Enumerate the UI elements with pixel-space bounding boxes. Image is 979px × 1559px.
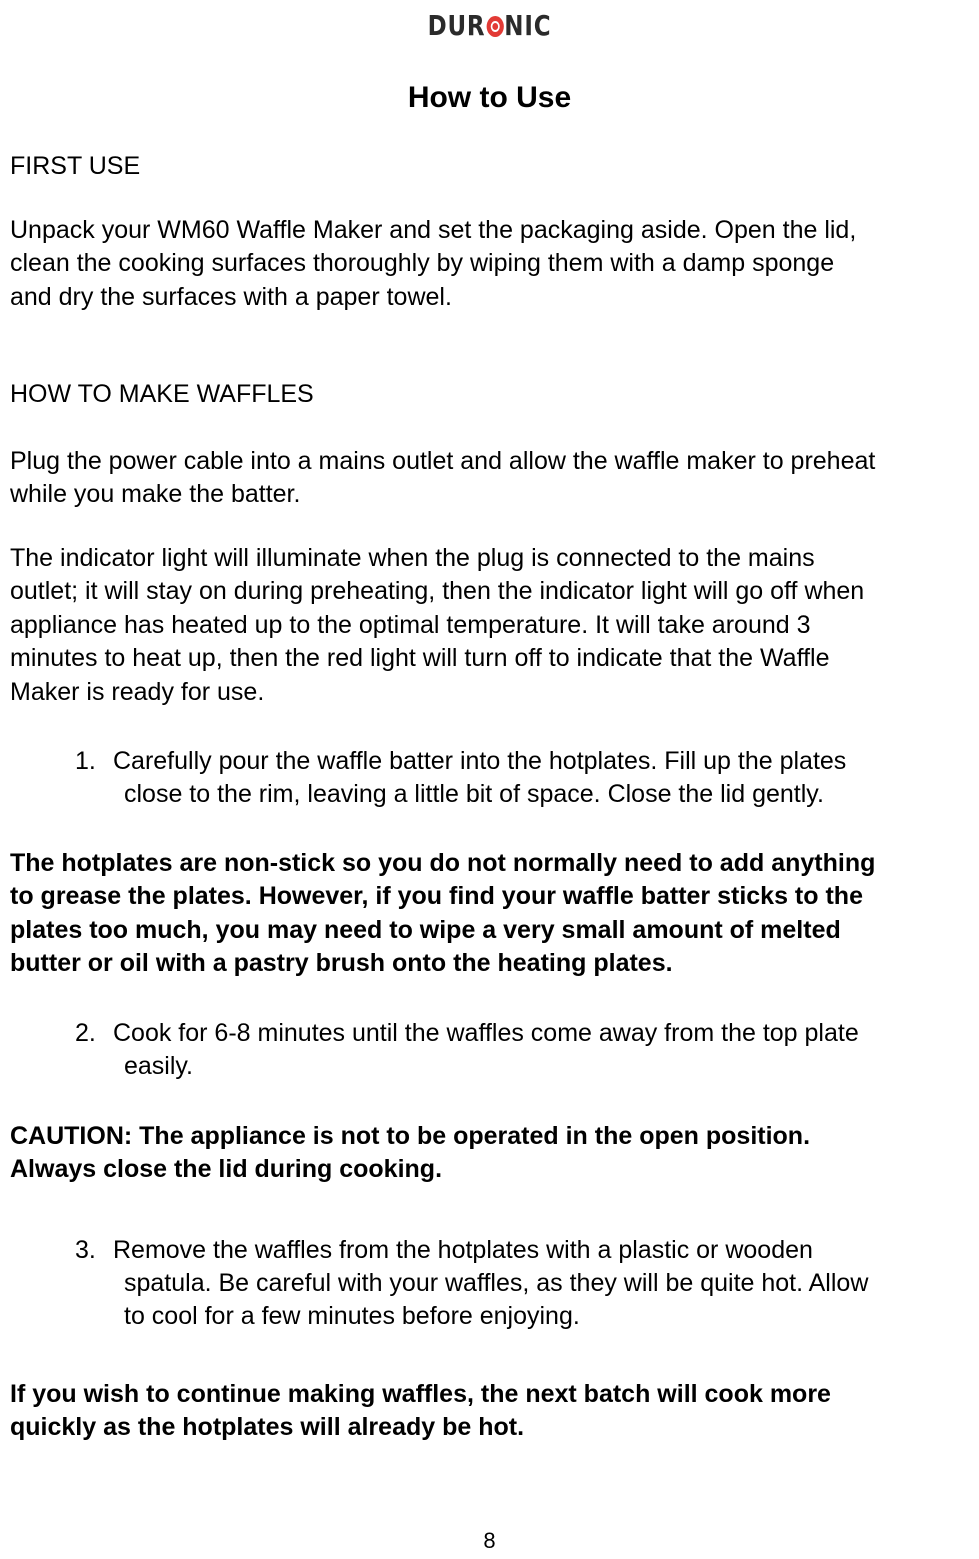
section-heading-first-use: FIRST USE (10, 152, 141, 180)
page-title: How to Use (407, 81, 572, 114)
text-line: butter or oil with a pastry brush onto the heating plates. (10, 949, 673, 978)
brand-logo (0, 8, 979, 42)
non-stick-note (10, 847, 875, 981)
text-line: The indicator light will illuminate when the plug is connected to the mains (10, 544, 815, 572)
step-3-line: spatula. Be careful with your waffles, as they will be quite hot. Allow (124, 1269, 869, 1297)
text-line: and dry the surfaces with a paper towel. (10, 282, 452, 311)
text-line: appliance has heated up to the optimal temperature. It will take around 3 (10, 610, 811, 639)
step-1-number: 1. (75, 747, 96, 775)
text-line: plates too much, you may need to wipe a very small amount of melted (10, 915, 841, 944)
step-1-line: close to the rim, leaving a little bit of space. Close the lid gently. (124, 780, 824, 808)
caution-note (10, 1120, 810, 1187)
text-line: CAUTION: The appliance is not to be operated in the open position. (10, 1122, 811, 1150)
page-number: 8 (483, 1528, 496, 1553)
text-line: minutes to heat up, then the red light will turn off to indicate that the Waffle (10, 644, 830, 673)
text-line: to grease the plates. However, if you find your waffle batter sticks to the (10, 882, 863, 911)
step-3-line: to cool for a few minutes before enjoying. (124, 1302, 580, 1330)
text-line: If you wish to continue making waffles, the next batch will cook more (10, 1380, 831, 1408)
step-3-number: 3. (75, 1236, 96, 1264)
step-2-number: 2. (75, 1019, 96, 1047)
first-use-paragraph (10, 214, 856, 314)
text-line: Always close the lid during cooking. (10, 1155, 443, 1184)
text-line: quickly as the hotplates will already be hot. (10, 1413, 525, 1442)
preheat-paragraph (10, 445, 875, 512)
section-heading-how-to-make-waffles: HOW TO MAKE WAFFLES (10, 380, 314, 408)
text-line: Unpack your WM60 Waffle Maker and set the packaging aside. Open the lid, (10, 216, 857, 244)
step-2-line: easily. (124, 1052, 194, 1080)
step-1-line: Carefully pour the waffle batter into the hotplates. Fill up the plates (113, 747, 847, 775)
text-line: The hotplates are non-stick so you do not normally need to add anything (10, 849, 876, 877)
step-2-line: Cook for 6-8 minutes until the waffles come away from the top plate (113, 1019, 859, 1047)
text-line: clean the cooking surfaces thoroughly by wiping them with a damp sponge (10, 249, 835, 278)
text-line: outlet; it will stay on during preheating, then the indicator light will go off when (10, 577, 865, 606)
text-line: while you make the batter. (10, 480, 301, 509)
text-line: Maker is ready for use. (10, 677, 265, 706)
next-batch-note (10, 1378, 831, 1445)
logo-wordmark: DUR NIC (427, 8, 552, 42)
power-icon (486, 16, 503, 37)
indicator-light-paragraph (10, 542, 864, 709)
step-3-line: Remove the waffles from the hotplates with a plastic or wooden (113, 1236, 813, 1264)
text-line: Plug the power cable into a mains outlet and allow the waffle maker to preheat (10, 447, 876, 475)
